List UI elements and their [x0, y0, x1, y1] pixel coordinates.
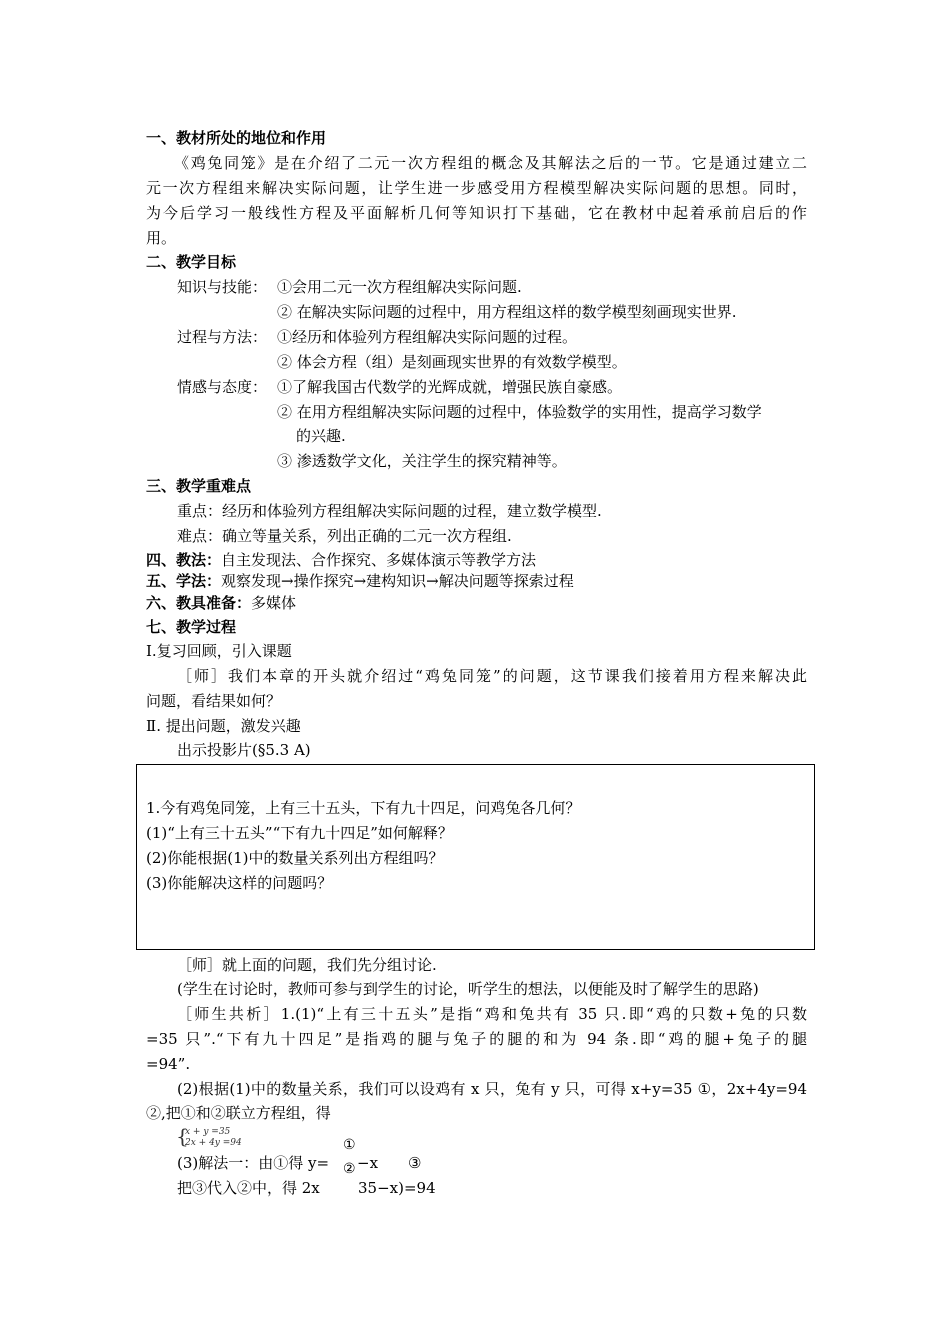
slide-problem-box — [136, 764, 815, 950]
section-4-title: 四、教法： — [146, 551, 222, 569]
equation-tag-2: ② — [343, 1161, 356, 1177]
section-6-text: 多媒体 — [251, 594, 297, 612]
goal-process-item: ①经历和体验列方程组解决实际问题的过程。 — [277, 328, 578, 346]
goal-knowledge-item: ② 在解决实际问题的过程中，用方程组这样的数学模型刻画现实世界. — [277, 303, 737, 321]
section-4-text: 自主发现法、合作探究、多媒体演示等教学方法 — [221, 551, 537, 569]
section-1-paragraph-line: 用。 — [146, 229, 177, 247]
goal-process-label: 过程与方法： — [177, 328, 268, 346]
solution-line-2: 把③代入②中，得 2x — [177, 1179, 320, 1197]
difficult-point: 难点：确立等量关系，列出正确的二元一次方程组. — [177, 527, 512, 545]
solution-2-rest: 35−x)=94 — [358, 1179, 436, 1197]
goal-knowledge-label: 知识与技能： — [177, 278, 268, 296]
show-slide-note: 出示投影片(§5.3 A) — [177, 741, 311, 759]
section-1-paragraph-line: 为今后学习一般线性方程及平面解析几何等知识打下基础，它在教材中起着承前启后的作 — [146, 204, 807, 222]
problem-question: 1.今有鸡兔同笼，上有三十五头，下有九十四足，问鸡兔各几何？ — [146, 799, 581, 817]
solution-1-rest: −x — [357, 1154, 379, 1172]
equation-tag-1: ① — [343, 1137, 356, 1153]
section-5 — [146, 571, 574, 593]
problem-subquestion: (1)“上有三十五头”“下有九十四足”如何解释？ — [146, 824, 453, 842]
equation-system — [176, 1125, 306, 1151]
step-1-paragraph-line: ［师］我们本章的开头就介绍过“鸡兔同笼”的问题，这节课我们接着用方程来解决此 — [177, 667, 807, 685]
system-equation-1: x + y =35 — [185, 1127, 231, 1137]
analysis-line: ②,把①和②联立方程组，得 — [146, 1104, 331, 1122]
problem-subquestion: (2)你能根据(1)中的数量关系列出方程组吗？ — [146, 849, 444, 867]
solution-line-1 — [177, 1153, 329, 1175]
section-7-title: 七、教学过程 — [146, 618, 237, 636]
step-1-heading: Ⅰ.复习回顾，引入课题 — [146, 642, 292, 660]
solution-1-text: (3)解法一：由①得 y= — [177, 1154, 330, 1172]
section-2-title: 二、教学目标 — [146, 253, 237, 271]
section-6-title: 六、教具准备： — [146, 594, 252, 612]
section-1-paragraph-line: 《鸡兔同笼》是在介绍了二元一次方程组的概念及其解法之后的一节。它是通过建立二 — [174, 154, 807, 172]
section-6 — [146, 593, 296, 615]
discussion-line: ［师］就上面的问题，我们先分组讨论. — [177, 956, 437, 974]
step-1-paragraph-line: 问题，看结果如何？ — [146, 692, 282, 710]
analysis-line: =94”. — [146, 1055, 191, 1073]
goal-emotion-item-cont: 的兴趣. — [296, 427, 346, 445]
section-1-paragraph-line: 元一次方程组来解决实际问题，让学生进一步感受用方程模型解决实际问题的思想。同时， — [146, 179, 807, 197]
solution-1-tag: ③ — [408, 1154, 422, 1172]
goal-knowledge-item: ①会用二元一次方程组解决实际问题. — [277, 278, 522, 296]
system-brace: { — [176, 1124, 189, 1148]
section-1-title: 一、教材所处的地位和作用 — [146, 129, 327, 147]
discussion-note: (学生在讨论时，教师可参与到学生的讨论，听学生的想法，以便能及时了解学生的思路) — [177, 980, 759, 998]
goal-process-item: ② 体会方程（组）是刻画现实世界的有效数学模型。 — [277, 353, 627, 371]
goal-emotion-label: 情感与态度： — [177, 378, 268, 396]
section-4 — [146, 550, 536, 572]
goal-emotion-item: ③ 渗透数学文化，关注学生的探究精神等。 — [277, 452, 567, 470]
analysis-line: =35 只”.“下有九十四足”是指鸡的腿与兔子的腿的和为 94 条.即“鸡的腿+兔子的腿 — [146, 1030, 807, 1048]
goal-emotion-item: ①了解我国古代数学的光辉成就，增强民族自豪感。 — [277, 378, 623, 396]
analysis-line: ［师生共析］1.(1)“上有三十五头”是指“鸡和兔共有 35 只.即“鸡的只数+兔的只数 — [177, 1005, 807, 1023]
key-point: 重点：经历和体验列方程组解决实际问题的过程，建立数学模型. — [177, 502, 602, 520]
system-equation-2: 2x + 4y =94 — [185, 1138, 242, 1148]
section-5-text: 观察发现→操作探究→建构知识→解决问题等探索过程 — [221, 572, 574, 590]
problem-subquestion: (3)你能解决这样的问题吗？ — [146, 874, 333, 892]
analysis-line: (2)根据(1)中的数量关系，我们可以设鸡有 x 只，兔有 y 只，可得 x+y=35 ①，2x+4y=94 — [177, 1080, 807, 1098]
step-2-heading: Ⅱ. 提出问题，激发兴趣 — [146, 717, 301, 735]
section-5-title: 五、学法： — [146, 572, 222, 590]
goal-emotion-item: ② 在用方程组解决实际问题的过程中，体验数学的实用性，提高学习数学 — [277, 403, 762, 421]
section-3-title: 三、教学重难点 — [146, 477, 252, 495]
